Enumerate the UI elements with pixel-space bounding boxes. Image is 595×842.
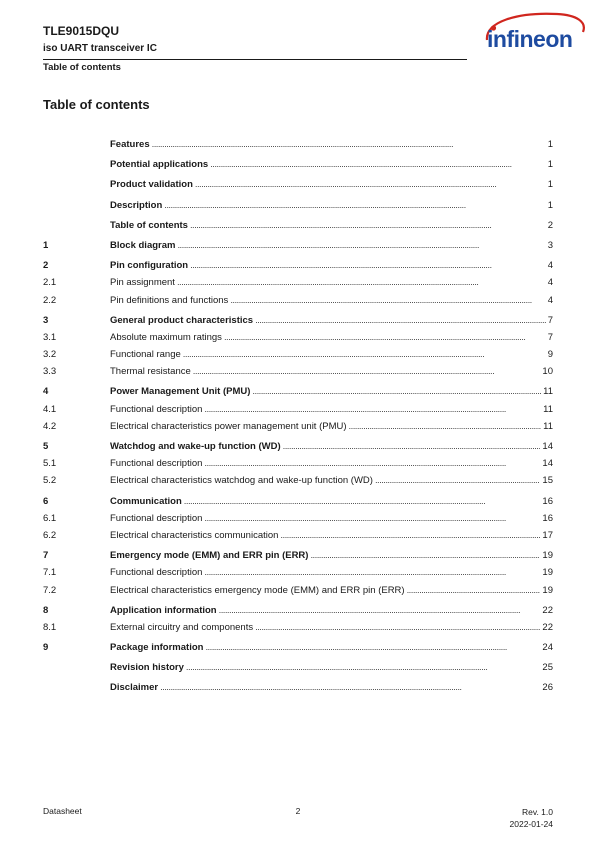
toc-entry-label[interactable]: Table of contents [110, 219, 188, 231]
toc-entry-number: 7.1 [43, 567, 57, 579]
dot-leader [255, 619, 540, 636]
toc-entry-label[interactable]: Package information [110, 642, 204, 654]
toc-entry[interactable] [43, 679, 553, 696]
toc-entry[interactable] [43, 510, 553, 527]
document-subtitle: iso UART transceiver IC [43, 43, 157, 54]
toc-entry[interactable] [43, 438, 553, 455]
toc-entry-number: 5.1 [43, 458, 57, 470]
toc-entry-line [110, 602, 553, 619]
toc-entry-line [110, 510, 553, 527]
toc-entry-page[interactable]: 22 [542, 621, 553, 633]
dot-leader [230, 292, 545, 309]
toc-entry[interactable] [43, 527, 553, 544]
dot-leader [183, 346, 546, 363]
dot-leader [177, 237, 545, 254]
dot-leader [204, 455, 540, 472]
toc-entry-label[interactable]: Pin configuration [110, 260, 189, 272]
dot-leader [283, 438, 541, 455]
toc-entry-page[interactable]: 1 [547, 159, 553, 171]
toc-entry-line [110, 312, 553, 329]
toc-entry[interactable] [43, 274, 553, 291]
toc-entry[interactable] [43, 582, 553, 599]
dot-leader [224, 329, 546, 346]
dot-leader [375, 472, 540, 489]
toc-entry-line [110, 472, 553, 489]
toc-entry-line [110, 639, 553, 656]
toc-entry-line [110, 418, 553, 435]
dot-leader [193, 363, 541, 380]
toc-entry-label[interactable]: Functional description [110, 403, 203, 415]
toc-entry-page[interactable]: 24 [542, 642, 553, 654]
toc-entry[interactable] [43, 156, 553, 173]
toc-entry-line [110, 679, 553, 696]
toc-entry-line [110, 582, 553, 599]
toc-entry[interactable] [43, 383, 553, 400]
dot-leader [184, 493, 541, 510]
toc-entry-line [110, 156, 553, 173]
toc-entry-page[interactable]: 1 [547, 139, 553, 150]
toc-entry-label[interactable]: Block diagram [110, 239, 176, 251]
toc-entry-label[interactable]: Functional description [110, 458, 203, 470]
footer-page-number: 2 [295, 806, 301, 816]
toc-entry[interactable] [43, 418, 553, 435]
toc-entry-number: 3 [43, 314, 49, 326]
toc-entry-page[interactable]: 11 [543, 386, 553, 398]
toc-entry-number: 2.2 [43, 294, 57, 306]
toc-entry-number: 5 [43, 441, 49, 452]
dot-leader [210, 156, 546, 173]
toc-entry[interactable] [43, 257, 553, 274]
table-of-contents [43, 136, 553, 697]
toc-entry-number: 6.1 [43, 512, 57, 524]
toc-entry-number: 3.3 [43, 366, 57, 378]
dot-leader [255, 312, 546, 329]
toc-entry-number: 3.2 [43, 349, 57, 361]
toc-entry-number: 6 [43, 495, 49, 507]
toc-entry-page[interactable]: 1 [547, 199, 553, 211]
toc-entry-number: 6.2 [43, 529, 57, 541]
toc-entry-label[interactable]: Pin assignment [110, 277, 175, 289]
toc-entry-page[interactable]: 10 [542, 366, 553, 378]
toc-entry[interactable] [43, 217, 553, 234]
toc-entry-line [110, 619, 553, 636]
dot-leader [204, 510, 540, 527]
toc-entry[interactable] [43, 493, 553, 510]
toc-entry[interactable] [43, 346, 553, 363]
toc-entry-label[interactable]: Product validation [110, 179, 193, 191]
dot-leader [219, 602, 541, 619]
toc-entry-label[interactable]: Electrical characteristics communication [110, 529, 279, 541]
toc-entry-label[interactable]: Thermal resistance [110, 366, 191, 378]
toc-entry-line [110, 292, 553, 309]
toc-entry-page[interactable]: 19 [542, 550, 553, 562]
toc-entry-page[interactable]: 9 [547, 349, 553, 361]
toc-entry-line [110, 197, 553, 214]
toc-entry[interactable] [43, 619, 553, 636]
toc-entry-page[interactable]: 16 [542, 495, 553, 507]
toc-entry-page[interactable]: 4 [547, 260, 553, 272]
infineon-logo [477, 10, 589, 60]
toc-entry[interactable] [43, 197, 553, 214]
toc-entry-label[interactable]: Application information [110, 604, 217, 616]
toc-entry-line [110, 383, 553, 400]
toc-entry-label[interactable]: Pin definitions and functions [110, 294, 229, 306]
toc-entry-number: 2.1 [43, 277, 57, 289]
toc-entry[interactable] [43, 237, 553, 254]
toc-entry-label[interactable]: Description [110, 199, 163, 211]
document-title: TLE9015DQU [43, 24, 120, 38]
toc-entry-label[interactable]: Electrical characteristics power management unit (PMU) [110, 420, 347, 432]
dot-leader [310, 547, 540, 564]
toc-entry-label[interactable]: Features [110, 139, 150, 150]
toc-entry-line [110, 217, 553, 234]
dot-leader [160, 679, 540, 696]
toc-entry-number: 4 [43, 386, 49, 398]
toc-entry-label[interactable]: Electrical characteristics emergency mode (EMM) and ERR pin (ERR) [110, 584, 405, 596]
toc-entry-page[interactable]: 25 [542, 662, 553, 674]
toc-entry-line [110, 401, 553, 418]
toc-entry-page[interactable]: 4 [547, 277, 553, 289]
toc-entry-label[interactable]: Absolute maximum ratings [110, 331, 222, 343]
toc-entry-line [110, 237, 553, 254]
toc-entry-line [110, 564, 553, 581]
toc-entry[interactable] [43, 564, 553, 581]
toc-entry-page[interactable]: 19 [542, 584, 553, 596]
toc-entry-line [110, 527, 553, 544]
toc-entry-number: 8.1 [43, 621, 57, 633]
toc-entry-line [110, 659, 553, 676]
toc-entry-line [110, 493, 553, 510]
footer-revision [510, 806, 553, 830]
dot-leader [407, 582, 541, 599]
toc-entry-label[interactable]: Disclaimer [110, 682, 159, 694]
dot-leader [152, 136, 546, 153]
toc-entry-number: 9 [43, 642, 49, 654]
dot-leader [164, 197, 545, 214]
toc-entry-page[interactable]: 19 [542, 567, 553, 579]
toc-entry-number: 4.2 [43, 420, 57, 432]
toc-entry-label[interactable]: Functional range [110, 349, 181, 361]
toc-entry[interactable] [43, 176, 553, 193]
toc-entry[interactable] [43, 602, 553, 619]
toc-entry-line [110, 438, 553, 455]
toc-entry-label[interactable]: Potential applications [110, 159, 209, 171]
toc-entry[interactable] [43, 472, 553, 489]
toc-entry-line [110, 346, 553, 363]
toc-entry-number: 2 [43, 260, 49, 272]
toc-entry-label[interactable]: General product characteristics [110, 314, 254, 326]
dot-leader [252, 383, 541, 400]
toc-entry-number: 4.1 [43, 403, 57, 415]
toc-entry-number: 7.2 [43, 584, 57, 596]
dot-leader [204, 564, 540, 581]
toc-entry-number: 8 [43, 604, 49, 616]
toc-entry-number: 3.1 [43, 331, 57, 343]
page-header [43, 24, 467, 73]
toc-entry-label[interactable]: Electrical characteristics watchdog and wake-up function (WD) [110, 475, 373, 487]
toc-entry-number: 7 [43, 550, 49, 562]
toc-entry-line [110, 176, 553, 193]
toc-entry-line [110, 455, 553, 472]
toc-entry-line [110, 329, 553, 346]
toc-entry-page[interactable]: 4 [547, 294, 553, 306]
dot-leader [205, 639, 540, 656]
toc-entry-page[interactable]: 15 [542, 475, 553, 487]
toc-entry-number: 1 [43, 239, 49, 251]
toc-entry[interactable] [43, 455, 553, 472]
dot-leader [190, 257, 546, 274]
toc-entry[interactable] [43, 659, 553, 676]
toc-entry-page[interactable]: 26 [542, 682, 553, 694]
toc-entry-page[interactable]: 2 [547, 219, 553, 231]
dot-leader [195, 176, 546, 193]
toc-entry[interactable] [43, 292, 553, 309]
footer-date: 2022-01-24 [509, 819, 553, 829]
toc-entry[interactable] [43, 136, 553, 153]
toc-entry-label[interactable]: Power Management Unit (PMU) [110, 386, 251, 398]
header-divider [43, 59, 467, 60]
toc-entry-page[interactable]: 11 [543, 420, 553, 432]
toc-entry-page[interactable]: 3 [547, 239, 553, 251]
toc-entry[interactable] [43, 401, 553, 418]
toc-entry-label[interactable]: Watchdog and wake-up function (WD) [110, 441, 281, 452]
toc-entry-page[interactable]: 22 [542, 604, 553, 616]
toc-entry-label[interactable]: Functional description [110, 567, 203, 579]
toc-entry-label[interactable]: External circuitry and components [110, 621, 254, 633]
dot-leader [280, 527, 540, 544]
toc-entry-label[interactable]: Functional description [110, 512, 203, 524]
toc-entry[interactable] [43, 639, 553, 656]
toc-entry-page[interactable]: 17 [542, 529, 553, 541]
toc-entry[interactable] [43, 329, 553, 346]
toc-entry[interactable] [43, 547, 553, 564]
toc-entry-line [110, 547, 553, 564]
toc-entry-page[interactable]: 14 [542, 441, 553, 452]
toc-entry-page[interactable]: 1 [547, 179, 553, 191]
logo-wordmark: infineon [487, 26, 573, 52]
toc-entry-page[interactable]: 7 [547, 314, 553, 326]
toc-entry-page[interactable]: 14 [542, 458, 553, 470]
header-section-name: Table of contents [43, 62, 121, 73]
toc-entry-line [110, 363, 553, 380]
toc-entry-label[interactable]: Communication [110, 495, 182, 507]
toc-entry-line [110, 257, 553, 274]
footer-doc-type: Datasheet [43, 806, 82, 816]
toc-entry-label[interactable]: Emergency mode (EMM) and ERR pin (ERR) [110, 550, 309, 562]
dot-leader [177, 274, 546, 291]
dot-leader [186, 659, 541, 676]
dot-leader [190, 217, 546, 234]
toc-entry[interactable] [43, 363, 553, 380]
toc-entry-page[interactable]: 7 [547, 331, 553, 343]
footer-rev: Rev. 1.0 [521, 807, 553, 817]
toc-entry-page[interactable]: 11 [543, 403, 553, 415]
toc-entry-label[interactable]: Revision history [110, 662, 184, 674]
dot-leader [349, 418, 542, 435]
dot-leader [204, 401, 541, 418]
toc-entry[interactable] [43, 312, 553, 329]
toc-heading: Table of contents [43, 97, 150, 112]
toc-entry-number: 5.2 [43, 475, 57, 487]
toc-entry-line [110, 136, 553, 153]
toc-entry-line [110, 274, 553, 291]
toc-entry-page[interactable]: 16 [542, 512, 553, 524]
